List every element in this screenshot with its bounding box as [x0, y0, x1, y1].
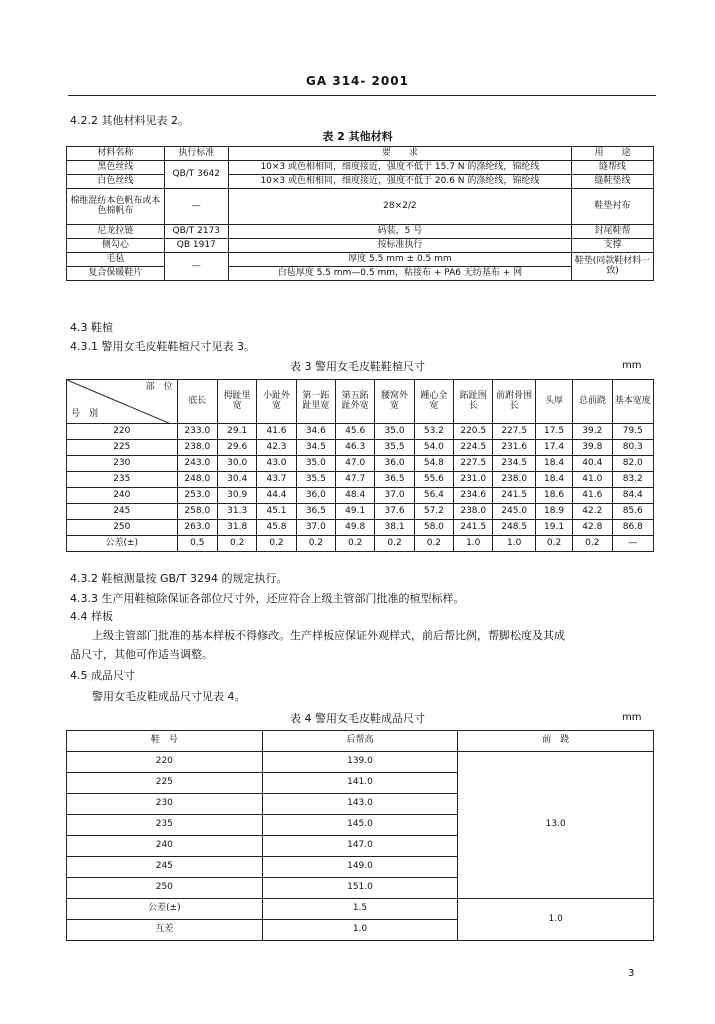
t3-cell: 238.0	[177, 440, 217, 456]
t3-cell: 241.5	[454, 520, 493, 536]
t3-cell: 39.8	[573, 440, 612, 456]
t2-header-std: 执行标准	[164, 147, 228, 161]
t3-cell: 55.6	[414, 472, 453, 488]
t3-cell: 46.3	[336, 440, 375, 456]
t3-header: 底长	[177, 380, 217, 424]
t2-cell: 缝鞋垫线	[572, 175, 654, 189]
t4-front-rise: 13.0	[458, 752, 654, 899]
section-4-5-text: 警用女毛皮鞋成品尺寸见表 4。	[92, 690, 246, 703]
t2-cell: 鞋垫衬布	[572, 189, 654, 225]
t3-cell: 42.8	[573, 520, 612, 536]
t3-corner-top: 部 位	[145, 382, 173, 392]
t3-cell: 234.6	[454, 488, 493, 504]
t4-size: 250	[67, 878, 263, 899]
t2-cell: 缝帮线	[572, 161, 654, 175]
t3-cell: 38.1	[375, 520, 414, 536]
t3-header: 第一跖趾里宽	[296, 380, 335, 424]
t3-size: 250	[67, 520, 178, 536]
t3-cell: 44.4	[257, 488, 296, 504]
t4-height: 147.0	[262, 836, 458, 857]
t3-cell: 47.7	[336, 472, 375, 488]
t3-cell: 49.1	[336, 504, 375, 520]
t3-cell: 30.9	[218, 488, 257, 504]
t4-height: 139.0	[262, 752, 458, 773]
t2-cell: 封尾鞋帮	[572, 225, 654, 239]
t4-header: 后帮高	[262, 731, 458, 752]
t2-header-use: 用 途	[572, 147, 654, 161]
t4-tolerance-front: 1.0	[458, 899, 654, 941]
t2-cell: 毛毡	[67, 253, 165, 267]
t2-cell: 28×2/2	[228, 189, 571, 225]
t4-height: 143.0	[262, 794, 458, 815]
t3-cell: 53.2	[414, 424, 453, 440]
table3	[66, 379, 654, 552]
t3-cell: 238.0	[493, 472, 536, 488]
t4-size: 245	[67, 857, 263, 878]
table4	[66, 730, 654, 941]
t2-cell: 10×3 或色相相同，细度接近，强度不低于 15.7 N 的涤纶线，锦纶线	[228, 161, 571, 175]
t3-cell: 31.3	[218, 504, 257, 520]
t3-size: 220	[67, 424, 178, 440]
t3-cell: 41.0	[573, 472, 612, 488]
t4-header: 前 跷	[458, 731, 654, 752]
section-4-4: 4.4 样板	[70, 610, 113, 623]
t2-header-req: 要 求	[228, 147, 571, 161]
t3-cell: 84.4	[612, 488, 654, 504]
t4-tolerance-value: 1.5	[262, 899, 458, 920]
t2-cell: 棉维混纺本色帆布或本色棉帆布	[67, 189, 165, 225]
t3-row	[67, 488, 654, 504]
t3-size: 235	[67, 472, 178, 488]
t3-cell: 0.2	[296, 536, 335, 552]
t4-height: 149.0	[262, 857, 458, 878]
t3-cell: 42.2	[573, 504, 612, 520]
t3-cell: 79.5	[612, 424, 654, 440]
t3-header: 跖趾围长	[454, 380, 493, 424]
t2-cell: 尼龙拉链	[67, 225, 165, 239]
t2-cell: —	[164, 189, 228, 225]
t4-size: 230	[67, 794, 263, 815]
section-4-5: 4.5 成品尺寸	[70, 669, 135, 682]
t3-cell: 1.0	[493, 536, 536, 552]
t3-cell: 231.0	[454, 472, 493, 488]
t3-cell: 224.5	[454, 440, 493, 456]
table3-unit: mm	[622, 360, 642, 371]
page-header: GA 314- 2001	[306, 74, 409, 88]
t2-cell: 支撑	[572, 239, 654, 253]
t3-cell: 18.4	[535, 472, 572, 488]
t3-cell: 17.4	[535, 440, 572, 456]
t3-cell: 227.5	[454, 456, 493, 472]
t3-cell: 48.4	[336, 488, 375, 504]
t3-corner-cell	[67, 380, 178, 424]
t2-cell: QB/T 2173	[164, 225, 228, 239]
section-4-4-text-a: 上级主管部门批准的基本样板不得修改。生产样板应保证外观样式，前后帮比例，帮脚松度及其成	[92, 629, 565, 642]
t3-cell: 233.0	[177, 424, 217, 440]
t3-cell: 45.8	[257, 520, 296, 536]
section-4-3: 4.3 鞋楦	[70, 321, 113, 334]
t3-cell: 253.0	[177, 488, 217, 504]
t3-cell: 37.0	[296, 520, 335, 536]
t3-cell: 0.2	[218, 536, 257, 552]
t3-cell: —	[612, 536, 654, 552]
t3-cell: 0.2	[336, 536, 375, 552]
t2-cell: 黑色丝线	[67, 161, 165, 175]
t4-header: 鞋 号	[67, 731, 263, 752]
t2-cell: 白色丝线	[67, 175, 165, 189]
t2-cell: 侧勾心	[67, 239, 165, 253]
t3-row	[67, 456, 654, 472]
t3-cell: 0.5	[177, 536, 217, 552]
t3-cell: 49.8	[336, 520, 375, 536]
t3-cell: 54.8	[414, 456, 453, 472]
t4-size: 235	[67, 815, 263, 836]
t4-height: 141.0	[262, 773, 458, 794]
t3-header: 总前跷	[573, 380, 612, 424]
t3-row	[67, 472, 654, 488]
t3-cell: 37.6	[375, 504, 414, 520]
t3-cell: 43.0	[257, 456, 296, 472]
t3-cell: 241.5	[493, 488, 536, 504]
t2-cell: 鞋垫(同款鞋材料一致)	[572, 253, 654, 281]
section-4-3-2: 4.3.2 鞋楦测量按 GB/T 3294 的规定执行。	[70, 572, 288, 585]
t3-row	[67, 440, 654, 456]
t2-cell: QB/T 3642	[164, 161, 228, 189]
t3-cell: 19.1	[535, 520, 572, 536]
t3-cell: 231.6	[493, 440, 536, 456]
t3-cell: 36.0	[296, 488, 335, 504]
t3-size: 225	[67, 440, 178, 456]
t3-cell: 18.4	[535, 456, 572, 472]
table4-unit: mm	[622, 712, 642, 723]
t2-cell: 厚度 5.5 mm ± 0.5 mm	[228, 253, 571, 267]
t4-height: 145.0	[262, 815, 458, 836]
t3-cell: 34.6	[296, 424, 335, 440]
t4-size: 225	[67, 773, 263, 794]
t2-header-name: 材料名称	[67, 147, 165, 161]
t3-header: 小趾外宽	[257, 380, 296, 424]
t4-diff-label: 互差	[67, 920, 263, 941]
t3-cell: 39.2	[573, 424, 612, 440]
t4-tolerance-label: 公差(±)	[67, 899, 263, 920]
t3-cell: 82.0	[612, 456, 654, 472]
t2-cell: 码装，5 号	[228, 225, 571, 239]
t3-header: 基本宽度	[612, 380, 654, 424]
t3-size: 230	[67, 456, 178, 472]
t3-cell: 56.4	[414, 488, 453, 504]
t3-cell: 36.5	[375, 472, 414, 488]
t3-header: 踵心全宽	[414, 380, 453, 424]
t3-cell: 35.5	[375, 440, 414, 456]
t3-cell: 45.6	[336, 424, 375, 440]
t3-header: 第五跖趾外宽	[336, 380, 375, 424]
t3-header: 拇趾里宽	[218, 380, 257, 424]
t3-row	[67, 520, 654, 536]
table4-caption: 表 4 警用女毛皮鞋成品尺寸	[290, 712, 425, 725]
t3-cell: 0.2	[257, 536, 296, 552]
t3-cell: 35.0	[296, 456, 335, 472]
t3-cell: 36.0	[375, 456, 414, 472]
t3-cell: 41.6	[573, 488, 612, 504]
t2-cell: 按标准执行	[228, 239, 571, 253]
t3-size: 245	[67, 504, 178, 520]
table2-caption: 表 2 其他材料	[322, 130, 393, 143]
t3-cell: 83.2	[612, 472, 654, 488]
t3-cell: 30.4	[218, 472, 257, 488]
t3-corner-bottom: 号 别	[71, 409, 99, 420]
t4-diff-value: 1.0	[262, 920, 458, 941]
t3-body	[67, 424, 654, 536]
t3-cell: 35.0	[375, 424, 414, 440]
t3-cell: 0.2	[375, 536, 414, 552]
t2-cell: 白毡厚度 5.5 mm—0.5 mm，粘接布 + PA6 无纺基布 + 网	[228, 267, 571, 281]
t3-cell: 80.3	[612, 440, 654, 456]
table2	[66, 146, 654, 281]
t3-cell: 1.0	[454, 536, 493, 552]
t4-size: 220	[67, 752, 263, 773]
t2-cell: QB 1917	[164, 239, 228, 253]
t3-cell: 18.9	[535, 504, 572, 520]
t3-header: 头厚	[535, 380, 572, 424]
t3-cell: 43.7	[257, 472, 296, 488]
t3-cell: 238.0	[454, 504, 493, 520]
t3-cell: 31.8	[218, 520, 257, 536]
t3-cell: 40.4	[573, 456, 612, 472]
t2-cell: 复合保暖鞋片	[67, 267, 165, 281]
t3-cell: 42.3	[257, 440, 296, 456]
section-4-4-text-b: 品尺寸，其他可作适当调整。	[70, 648, 213, 661]
table3-caption: 表 3 警用女毛皮鞋鞋楦尺寸	[290, 360, 425, 373]
page-number: 3	[628, 968, 635, 979]
t3-row	[67, 424, 654, 440]
t3-cell: 18.6	[535, 488, 572, 504]
t3-cell: 34.5	[296, 440, 335, 456]
t3-cell: 227.5	[493, 424, 536, 440]
t3-cell: 45.1	[257, 504, 296, 520]
t3-cell: 29.6	[218, 440, 257, 456]
t4-size: 240	[67, 836, 263, 857]
header-rule	[68, 95, 656, 96]
t2-cell: 10×3 或色相相同，细度接近，强度不低于 20.6 N 的涤纶线，锦纶线	[228, 175, 571, 189]
t3-cell: 17.5	[535, 424, 572, 440]
t3-tolerance-label: 公差(±)	[67, 536, 178, 552]
t3-cell: 57.2	[414, 504, 453, 520]
t3-cell: 86.8	[612, 520, 654, 536]
t3-cell: 85.6	[612, 504, 654, 520]
t3-cell: 245.0	[493, 504, 536, 520]
t3-cell: 0.2	[414, 536, 453, 552]
t3-cell: 35.5	[296, 472, 335, 488]
t3-cell: 0.2	[535, 536, 572, 552]
t3-cell: 258.0	[177, 504, 217, 520]
t3-cell: 41.6	[257, 424, 296, 440]
t3-cell: 54.0	[414, 440, 453, 456]
t3-cell: 243.0	[177, 456, 217, 472]
section-4-2-2: 4.2.2 其他材料见表 2。	[70, 114, 189, 127]
t3-cell: 263.0	[177, 520, 217, 536]
t3-cell: 248.5	[493, 520, 536, 536]
t3-cell: 29.1	[218, 424, 257, 440]
t3-cell: 220.5	[454, 424, 493, 440]
section-4-3-3: 4.3.3 生产用鞋楦除保证各部位尺寸外，还应符合上级主管部门批准的楦型标样。	[70, 592, 465, 605]
t3-cell: 248.0	[177, 472, 217, 488]
t3-cell: 37.0	[375, 488, 414, 504]
t3-row	[67, 504, 654, 520]
t3-cell: 234.5	[493, 456, 536, 472]
t3-size: 240	[67, 488, 178, 504]
t3-header: 腰窝外宽	[375, 380, 414, 424]
t4-height: 151.0	[262, 878, 458, 899]
t3-cell: 58.0	[414, 520, 453, 536]
t3-cell: 47.0	[336, 456, 375, 472]
t3-header: 前跗骨围长	[493, 380, 536, 424]
section-4-3-1: 4.3.1 警用女毛皮鞋鞋楦尺寸见表 3。	[70, 340, 255, 353]
t3-cell: 0.2	[573, 536, 612, 552]
t3-cell: 30.0	[218, 456, 257, 472]
t3-cell: 36.5	[296, 504, 335, 520]
t2-cell: —	[164, 253, 228, 281]
